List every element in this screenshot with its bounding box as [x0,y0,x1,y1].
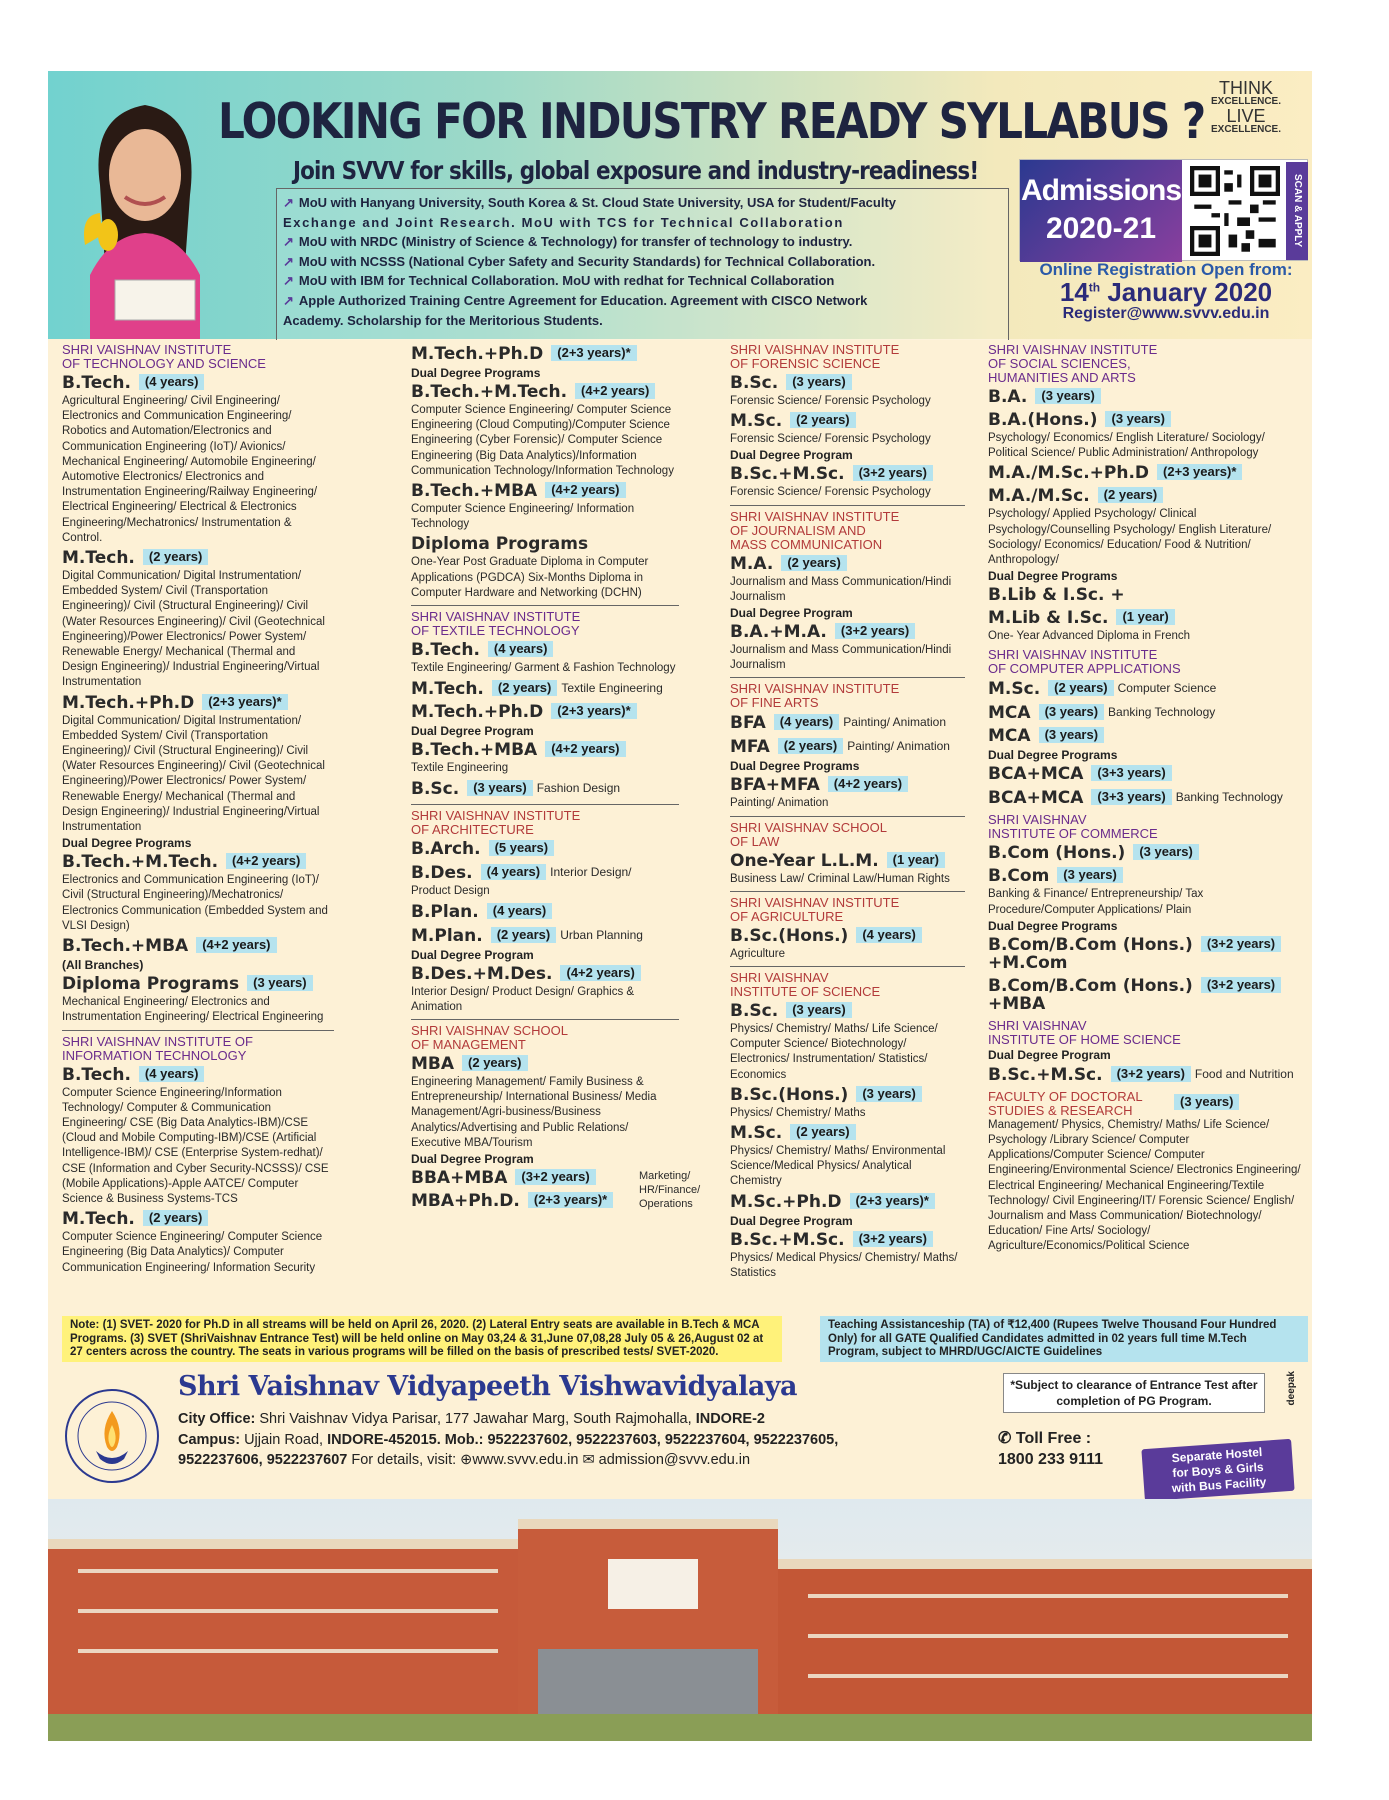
mba-dual-group [411,1167,701,1212]
headline: LOOKING FOR INDUSTRY READY SYLLABUS ? [218,93,1205,150]
program-desc: Computer Science Engineering/ Computer Science Engineering (Big Data Analytics)/ Computer Communication Engineering/ Information Security [62,1231,323,1274]
qr-code-icon[interactable] [1190,166,1280,256]
program-title: B.Tech.+M.Tech. (4+2 years) [62,851,334,873]
program-title: BCA+MCA (3+3 years) [988,763,1306,785]
program-desc: Business Law/ Criminal Law/Human Rights [730,872,950,885]
program-desc: Physics/ Chemistry/ Maths [730,1106,866,1119]
divider [411,605,679,606]
mou-line: Exchange and Joint Research. MoU with TCS for Technical Collaboration [283,214,844,230]
column-1 [62,339,334,1276]
tagline [1211,79,1281,135]
mou-line: ↗ MoU with NRDC (Ministry of Science & Technology) for transfer of technology to industry. [283,234,853,250]
subheadline: Join SVVV for skills, global exposure and industry-readiness! [293,156,979,185]
institute-heading: SHRI VAISHNAV INSTITUTE OF TECHNOLOGY AND SCIENCE [62,342,266,371]
institute-heading: SHRI VAISHNAV INSTITUTE OF TEXTILE TECHNOLOGY [411,609,581,639]
program-title: MFA (2 years) Painting/ Animation [730,737,950,758]
admissions-label: Admissions [1020,174,1182,207]
tagline-excellence-1: EXCELLENCE. [1211,96,1282,107]
toll-free-number[interactable]: 1800 233 9111 [998,1451,1104,1468]
program-title: B.Des.+M.Des. (4+2 years) [411,963,679,985]
program-desc: Physics/ Chemistry/ Maths/ Life Science/ Computer Science/ Biotechnology/ Electronics/ Instrumentation/ Statistics/ Economics [730,1023,938,1081]
program-desc: Management/ Physics, Chemistry/ Maths/ Life Science/ Psychology /Library Science/ Computer Applications/Computer Science/ Computer Engineering/Environmental Science/ Electronics Engineering/ Electrical Engineering/ Mechanical Engineering/Textile Technology/ Civil Engineering/IT/ Forensic Science/ English/ Journalism and Mass Communication/ Biotechnology/ Education/ Fine Arts/ Sociology/ Agriculture/Economics/Political Science [988,1118,1301,1253]
program-title: B.Tech.+M.Tech. (4+2 years) [411,381,679,403]
program-title: M.Tech.+Ph.D (2+3 years)* [62,692,334,714]
email-link[interactable]: admission@svvv.edu.in [598,1452,751,1468]
dual-degree-heading: Dual Degree Programs [411,366,541,380]
institute-heading: SHRI VAISHNAV INSTITUTE OF ARCHITECTURE [411,808,581,838]
mou-line: ↗ MoU with Hanyang University, South Korea & St. Cloud State University, USA for Student/Faculty [283,195,897,210]
program-desc: Journalism and Mass Communication/Hindi Journalism [730,644,952,672]
subject-note: *Subject to clearance of Entrance Test after completion of PG Program. [1003,1373,1265,1413]
institute-heading: SHRI VAISHNAV SCHOOL OF MANAGEMENT [411,1023,568,1053]
program-desc: Computer Science Engineering/ Computer Science Engineering (Cloud Computing)/Computer Science Engineering (Cyber Forensic)/ Computer Science Engineering (Big Data Analytics)/Information Communication Technology/Information Technology [411,404,674,477]
institute-heading: SHRI VAISHNAV INSTITUTE OF INFORMATION TECHNOLOGY [62,1033,253,1063]
mba-specializations: Marketing/ HR/Finance/ Operations [639,1170,701,1211]
program-title: B.Lib & I.Sc. + [988,585,1125,606]
arrow-icon: ↗ [283,292,294,308]
scan-apply-label: SCAN & APPLY [1286,162,1308,260]
institute-heading: SHRI VAISHNAV INSTITUTE OF FORENSIC SCIENCE [730,342,900,371]
program-desc: Textile Engineering/ Garment & Fashion Technology [411,662,676,675]
program-desc: Forensic Science/ Forensic Psychology [730,486,931,499]
program-desc: Computer Science Engineering/Information Technology/ Computer & Communication Engineering/ CSE (Big Data Analytics-IBM)/CSE (Cloud and Mobile Computing-IBM)/CSE (Artificial Intelligence-IBM)/ CSE (Enterprise System-redhat)/ CSE (Information and Cyber Security-NCSSS)/ CSE (Mobile Applications)-Apple AATCE/ Computer Science & Business Systems-TCS [62,1086,329,1205]
program-title: Diploma Programs [411,534,589,555]
program-title: B.Com/B.Com (Hons.) (3+2 years) [988,975,1306,997]
program-title: B.Sc.+M.Sc. (3+2 years) Food and Nutrition [988,1064,1294,1085]
program-title: B.Plan. (4 years) [411,901,679,923]
campus-building-photo [48,1499,1312,1741]
program-desc: One- Year Advanced Diploma in French [988,630,1191,643]
mail-icon: ✉ [582,1452,595,1468]
program-title: B.Arch. (5 years) [411,838,679,860]
institute-heading: SHRI VAISHNAV INSTITUTE OF COMPUTER APPLICATIONS [988,647,1181,677]
mou-line: Academy. Scholarship for the Meritorious Students. [283,312,603,328]
program-desc: Agricultural Engineering/ Civil Engineering/ Electronics and Communication Engineering/ Robotics and Automation/Electronics and Communication Engineering (IoT)/ Avionics/ Mechanical Engineering/ Automobile Engineering/ Automotive Electronics/ Electronics and Instrumentation Engineering/Railway Engineering/ Electrical Engineering/ Electrical & Electronics Engineering/Mechatronics/ Instrumentation & Control. [62,395,318,544]
institute-heading: SHRI VAISHNAV INSTITUTE OF SCIENCE [730,970,881,1000]
program-title: B.A. (3 years) [988,386,1306,408]
details-line: 9522237606, 9522237607 For details, visit: ⊕www.svvv.edu.in ✉ admission@svvv.edu.in [178,1452,751,1468]
teaching-assistanceship-box: Teaching Assistanceship (TA) of ₹12,400 (Rupees Twelve Thousand Four Hundred Only) for all GATE Qualified Candidates admitted in 02 years full time M.Tech Program, subject to MHRD/UGC/AICTE Guidelines [820,1316,1308,1362]
dual-degree-heading: Dual Degree Programs [730,759,860,774]
dual-degree-heading: Dual Degree Programs [988,918,1118,933]
hostel-badge: Separate Hostel for Boys & Girls with Bus Facility [1141,1439,1294,1501]
divider [730,816,965,817]
program-desc: Psychology/ Applied Psychology/ Clinical Psychology/Counselling Psychology/ English Literature/ Sociology/ Economics/ Education/ Food & Nutrition/ Anthropology/ [988,508,1272,567]
mou-box [276,188,1009,340]
registration-date: 14th January 2020 [1059,276,1273,307]
program-title: B.A.+M.A. (3+2 years) [730,621,965,643]
program-title: M.Sc. (2 years) [730,410,965,432]
program-desc: Digital Communication/ Digital Instrumentation/ Embedded System/ Civil (Transportation Engineering)/ Civil (Structural Engineering)/ Civil (Water Resources Engineering)/ Civil (Geotechnical Engineering)/Power Electronics/ Power System/ Renewable Energy/ Mechanical (Thermal and Design Engineering)/ Industrial Engineering/Virtual Instrumentation [62,714,325,834]
program-title: B.Sc.(Hons.) (4 years) [730,925,965,947]
program-title: M.A./M.Sc.+Ph.D (2+3 years)* [988,462,1306,484]
tagline-think: THINK [1219,78,1273,98]
program-title: B.Com/B.Com (Hons.) (3+2 years) [988,934,1306,956]
program-desc: Product Design [411,885,490,898]
program-title: B.Tech. (4 years) [62,372,334,394]
program-title: B.Tech.+MBA (4+2 years) [411,480,679,502]
program-title: B.Sc.(Hons.) (3 years) [730,1084,965,1106]
program-desc: Engineering Management/ Family Business & Entrepreneurship/ International Business/ Media Management/Agri-business/Business Analytics/Advertising and Public Relations/ Executive MBA/Tourism [411,1076,657,1149]
program-title: BBA+MBA (3+2 years) [411,1167,679,1189]
dual-degree-heading: Dual Degree Programs [62,836,192,851]
program-title: B.Sc.+M.Sc. (3+2 years) [730,463,965,485]
admissions-year: 2020-21 [1045,212,1157,245]
program-desc: Psychology/ Economics/ English Literature/ Sociology/ Political Science/ Public Administration/ Anthropology [988,432,1265,460]
mou-line: ↗ MoU with IBM for Technical Collaboration. MoU with redhat for Technical Collaboration [283,273,835,289]
program-title: M.Sc. (2 years) [730,1122,965,1144]
program-title: BFA+MFA (4+2 years) [730,774,965,796]
globe-icon: ⊕ [460,1452,473,1468]
program-desc: Digital Communication/ Digital Instrumentation/ Embedded System/ Civil (Transportation Engineering)/ Civil (Structural Engineering)/ Civil (Water Resources Engineering)/ Civil (Geotechnical Engineering)/Power Electronics/ Power System/ Renewable Energy/ Mechanical (Thermal and Design Engineering)/ Industrial Engineering/Virtual Instrumentation [62,570,325,689]
dual-degree-heading: Dual Degree Program [411,724,534,739]
register-link[interactable]: Register@www.svvv.edu.in [1062,305,1270,323]
program-title: MBA+Ph.D. (2+3 years)* [411,1190,679,1212]
note-box: Note: (1) SVET- 2020 for Ph.D in all streams will be held on April 26, 2020. (2) Lateral Entry seats are available in B.Tech & MCA Programs. (3) SVET (ShriVaishnav Entrance Test) will be held online on May 03,24 & 31,June 07,08,28 July 05 & 26,August 02 at 27 centers across the country. The seats in various programs will be filled on the basis of prescribed tests/ SVET-2020. [62,1316,782,1362]
institute-heading: SHRI VAISHNAV INSTITUTE OF JOURNALISM AND MASS COMMUNICATION [730,508,900,552]
dual-degree-heading: Dual Degree Program [730,448,853,463]
program-title: M.Tech. (2 years) Textile Engineering [411,679,663,700]
program-desc: Forensic Science/ Forensic Psychology [730,433,931,446]
university-logo-icon [62,1381,162,1491]
program-title: B.Sc. (3 years) Fashion Design [411,779,621,800]
program-desc: Agriculture [730,947,785,960]
program-title: M.Sc. (2 years) Computer Science [988,679,1217,700]
program-title: M.Sc.+Ph.D (2+3 years)* [730,1191,965,1213]
arrow-icon: ↗ [283,273,294,289]
program-title: M.A. (2 years) [730,553,965,575]
program-title: B.A.(Hons.) (3 years) [988,409,1306,431]
registration-info [1024,261,1308,323]
institute-heading: FACULTY OF DOCTORAL STUDIES & RESEARCH (3 years) [988,1090,1306,1118]
program-desc: Computer Science Engineering/ Information Technology [411,503,635,531]
program-desc: Forensic Science/ Forensic Psychology [730,395,931,407]
program-note: (All Branches) [62,958,144,973]
dual-degree-heading: Dual Degree Program [988,1047,1111,1062]
program-title: B.Com (3 years) [988,865,1306,887]
program-desc: Physics/ Medical Physics/ Chemistry/ Maths/ Statistics [730,1251,958,1279]
program-title: M.Tech.+Ph.D (2+3 years)* [411,701,679,723]
program-desc: One-Year Post Graduate Diploma in Computer Applications (PGDCA) Six-Months Diploma in Computer Hardware and Networking (DCHN) [411,556,649,599]
program-title: BFA (4 years) Painting/ Animation [730,713,946,734]
dual-degree-heading: Dual Degree Program [411,947,534,962]
program-desc: Physics/ Chemistry/ Maths/ Environmental Science/Medical Physics/ Analytical Chemistry [730,1145,946,1188]
admissions-title [1020,160,1182,262]
divider [411,804,679,805]
mou-line: ↗ MoU with NCSSS (National Cyber Safety and Security Standards) for Technical Collaboration. [283,253,876,269]
program-title: BCA+MCA (3+3 years) Banking Technology [988,788,1283,809]
program-title: B.Tech.+MBA (4+2 years) [411,739,679,761]
institute-heading: SHRI VAISHNAV INSTITUTE OF FINE ARTS [730,681,900,711]
city-office-line: City Office: Shri Vaishnav Vidya Parisar, 177 Jawahar Marg, South Rajmohalla, INDORE-2 [178,1411,765,1427]
tagline-live: LIVE [1226,106,1266,126]
program-desc: Painting/ Animation [730,797,829,810]
program-title: B.Com (Hons.) (3 years) [988,842,1306,864]
dual-degree-heading: Dual Degree Program [411,1152,534,1167]
phone-icon: ✆ [998,1430,1012,1447]
program-title: B.Des. (4 years) Interior Design/ [411,863,632,884]
admissions-box [1019,159,1308,261]
mou-line: ↗ Apple Authorized Training Centre Agreement for Education. Agreement with CISCO Network [283,292,868,308]
arrow-icon: ↗ [283,195,294,210]
advertisement [48,71,1312,1741]
tagline-excellence-2: EXCELLENCE. [1211,124,1282,135]
institute-heading: SHRI VAISHNAV INSTITUTE OF COMMERCE [988,812,1158,842]
program-title: B.Sc.+M.Sc. (3+2 years) [730,1229,965,1251]
dual-degree-heading: Dual Degree Program [730,606,853,621]
student-photo [60,85,230,339]
program-desc: Mechanical Engineering/ Electronics and Instrumentation Engineering/ Electrical Engineering [62,996,324,1024]
program-title: One-Year L.L.M. (1 year) [730,850,965,872]
divider [411,1019,679,1020]
toll-free: ✆ Toll Free : 1800 233 9111 [998,1430,1104,1468]
website-link[interactable]: www.svvv.edu.in [472,1452,579,1468]
divider [730,677,965,678]
program-title: B.Sc. (3 years) [730,372,965,394]
institute-heading: SHRI VAISHNAV INSTITUTE OF HOME SCIENCE [988,1017,1181,1047]
divider [62,1030,334,1031]
program-title: M.A./M.Sc. (2 years) [988,485,1306,507]
divider [730,505,965,506]
program-desc: Interior Design/ Product Design/ Graphics & Animation [411,985,635,1013]
program-title: M.Tech. (2 years) [62,547,334,569]
program-title: +MBA [988,993,1046,1014]
dual-degree-heading: Dual Degree Programs [988,569,1118,584]
column-3 [730,339,965,1281]
program-title: M.Plan. (2 years) Urban Planning [411,925,643,946]
program-title: MCA (3 years) Banking Technology [988,703,1216,724]
campus-line: Campus: Ujjain Road, INDORE-452015. Mob.: 9522237602, 9522237603, 9522237604, 9522237605, [178,1431,839,1448]
university-name: Shri Vaishnav Vidyapeeth Vishwavidyalaya [178,1371,798,1402]
program-title: MCA (3 years) [988,725,1306,747]
column-4 [988,339,1306,1255]
arrow-icon: ↗ [283,234,294,250]
program-desc: Electronics and Communication Engineering (IoT)/ Civil (Structural Engineering)/Mechatronics/ Electronics Communication (Embedded System and VLSI Design) [62,874,328,932]
program-title: M.Tech.+Ph.D (2+3 years)* [411,343,679,365]
program-desc: Banking & Finance/ Entrepreneurship/ Tax Procedure/Computer Applications/ Plain [988,888,1204,916]
program-title: B.Sc. (3 years) [730,1000,965,1022]
institute-heading: SHRI VAISHNAV SCHOOL OF LAW [730,819,887,849]
contact-address [178,1409,838,1471]
institute-heading: SHRI VAISHNAV INSTITUTE OF SOCIAL SCIENCES, HUMANITIES AND ARTS [988,342,1158,385]
program-title: +M.Com [988,952,1068,973]
dual-degree-heading: Dual Degree Programs [988,748,1118,763]
program-desc: Journalism and Mass Communication/Hindi Journalism [730,575,952,603]
column-2 [411,339,701,1212]
divider [730,966,965,967]
program-desc: Textile Engineering [411,762,509,775]
arrow-icon: ↗ [283,253,294,269]
program-title: M.Lib & I.Sc. (1 year) [988,607,1306,629]
institute-heading: SHRI VAISHNAV INSTITUTE OF AGRICULTURE [730,894,900,924]
designer-credit: deepak [1286,1371,1297,1406]
program-title: Diploma Programs (3 years) [62,973,334,995]
header-banner [48,71,1312,339]
registration-open-text: Online Registration Open from: [1039,260,1293,279]
divider [730,891,965,892]
program-title: B.Tech.+MBA (4+2 years) [62,935,334,957]
program-title: B.Tech. (4 years) [62,1064,334,1086]
program-title: M.Tech. (2 years) [62,1208,334,1230]
program-title: B.Tech. (4 years) [411,639,679,661]
program-title: MBA (2 years) [411,1053,679,1075]
dual-degree-heading: Dual Degree Program [730,1213,853,1228]
